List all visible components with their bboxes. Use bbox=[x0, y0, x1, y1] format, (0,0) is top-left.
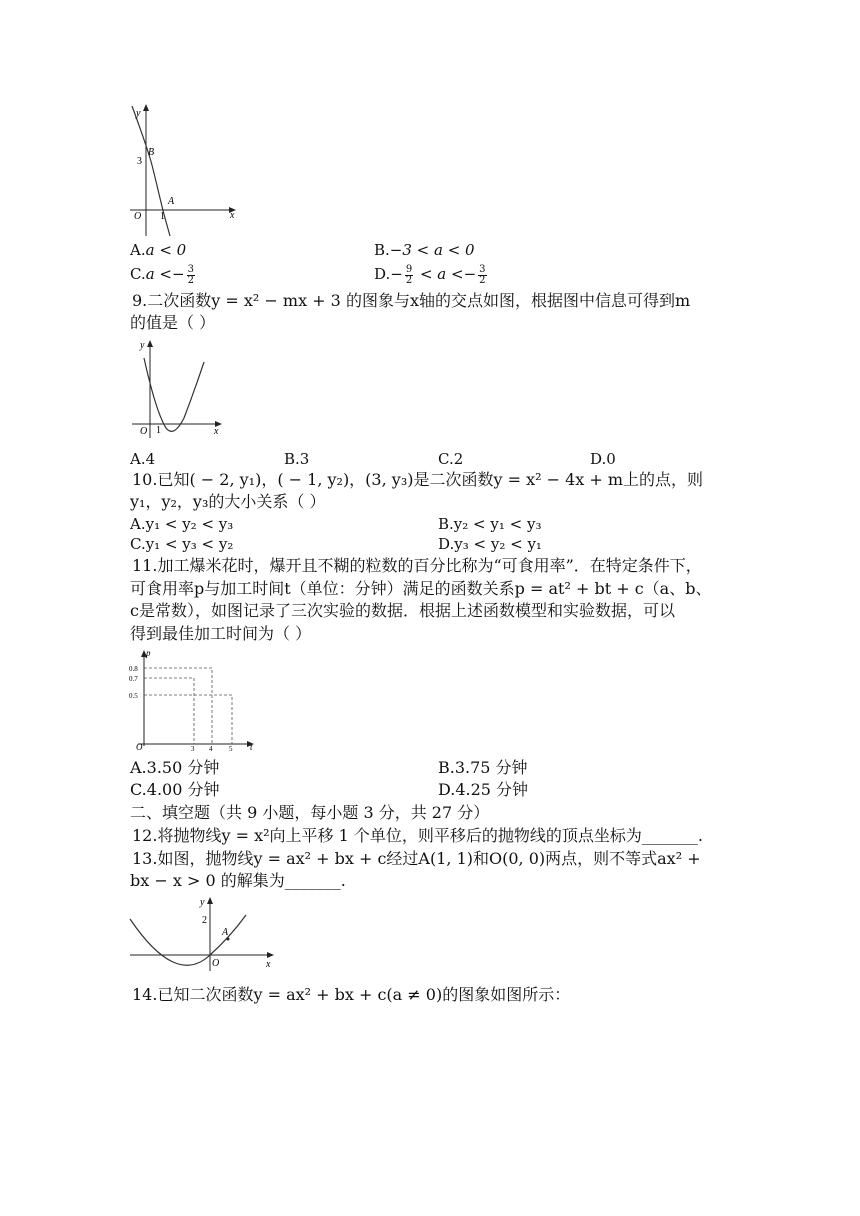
q11-stem-line4: 得到最佳加工时间为（ ） bbox=[130, 624, 312, 643]
q14-stem: 14.已知二次函数y = ax² + bx + c(a ≠ 0)的图象如图所示： bbox=[132, 985, 571, 1004]
q13-origin: O bbox=[212, 958, 220, 969]
q11-option-a[interactable]: A.3.50 分钟 bbox=[130, 758, 220, 777]
q11-x-tick-3: 3 bbox=[191, 745, 195, 752]
q8-option-d-mid: < a <− bbox=[415, 265, 477, 283]
q13-graph bbox=[126, 893, 276, 973]
q11-x-tick-5: 5 bbox=[229, 745, 233, 752]
q9-option-c[interactable]: C.2 bbox=[438, 450, 464, 468]
q11-x-tick-4: 4 bbox=[209, 745, 213, 752]
q11-origin: O bbox=[136, 742, 143, 752]
q8-option-d-fraction-1: $\frac{9}{2}$ bbox=[405, 263, 413, 286]
q9-stem-line2: 的值是（ ） bbox=[130, 313, 216, 332]
q10-option-c[interactable]: C.y₁ < y₃ < y₂ bbox=[130, 535, 234, 553]
q11-y-tick-0.8: 0.8 bbox=[129, 665, 138, 673]
q13-tick-y: 2 bbox=[202, 915, 207, 926]
q11-y-tick-0.5: 0.5 bbox=[129, 692, 138, 700]
q13-point-a: A bbox=[222, 927, 229, 938]
q8-tick-x: 1 bbox=[160, 211, 165, 222]
q9-x-label: x bbox=[214, 426, 219, 437]
q11-stem-line2: 可食用率p与加工时间t（单位：分钟）满足的函数关系p = at² + bt + c（a、b、 bbox=[130, 579, 712, 598]
q11-y-label: p bbox=[146, 648, 151, 658]
q13-stem-line2: bx − x > 0 的解集为_______. bbox=[130, 871, 346, 890]
q10-stem-line2: y₁，y₂，y₃的大小关系（ ） bbox=[130, 492, 326, 511]
q11-graph bbox=[128, 646, 258, 752]
q8-option-d-prefix: D.− bbox=[374, 265, 403, 283]
q11-option-b[interactable]: B.3.75 分钟 bbox=[438, 758, 528, 777]
q10-stem-line1: 10.已知( − 2, y₁)，( − 1, y₂)，(3, y₃)是二次函数y = x² − 4x + m上的点，则 bbox=[132, 470, 704, 489]
q9-stem-line1: 9.二次函数y = x² − mx + 3 的图象与x轴的交点如图，根据图中信息可得到m bbox=[132, 291, 691, 310]
q9-option-d[interactable]: D.0 bbox=[590, 450, 616, 468]
q11-option-d[interactable]: D.4.25 分钟 bbox=[438, 780, 529, 799]
q8-tick-y: 3 bbox=[137, 156, 142, 167]
q9-origin: O bbox=[140, 426, 148, 437]
q8-x-label: x bbox=[230, 210, 235, 221]
q10-option-a[interactable]: A.y₁ < y₂ < y₃ bbox=[130, 515, 234, 533]
q11-x-label: t bbox=[250, 742, 253, 752]
q11-y-tick-0.7: 0.7 bbox=[129, 675, 138, 683]
q8-option-d-fraction-2: $\frac{3}{2}$ bbox=[479, 263, 486, 286]
q8-option-c-fraction: $\frac{3}{2}$ bbox=[187, 263, 194, 286]
q13-x-label: x bbox=[266, 959, 271, 970]
q10-option-d[interactable]: D.y₃ < y₂ < y₁ bbox=[438, 535, 542, 553]
q10-option-b[interactable]: B.y₂ < y₁ < y₃ bbox=[438, 515, 542, 533]
q11-stem-line1: 11.加工爆米花时，爆开且不糊的粒数的百分比称为“可食用率”．在特定条件下， bbox=[132, 556, 702, 575]
q8-option-c-text: a <− bbox=[145, 265, 185, 283]
q8-y-label: y bbox=[136, 108, 141, 119]
q8-option-a-prefix: A. bbox=[130, 241, 146, 259]
q8-option-d[interactable] bbox=[374, 262, 489, 286]
q8-graph bbox=[124, 100, 240, 240]
section-2-heading: 二、填空题（共 9 小题，每小题 3 分，共 27 分） bbox=[130, 803, 490, 822]
q8-option-c[interactable] bbox=[130, 262, 197, 286]
q9-graph bbox=[128, 334, 224, 442]
q8-point-a: A bbox=[168, 196, 175, 207]
q8-option-b[interactable] bbox=[374, 240, 475, 260]
q13-stem-line1: 13.如图，抛物线y = ax² + bx + c经过A(1, 1)和O(0, 0)两点，则不等式ax² + bbox=[132, 849, 701, 868]
q13-y-label: y bbox=[200, 897, 205, 908]
q9-option-b[interactable]: B.3 bbox=[284, 450, 310, 468]
q9-y-label: y bbox=[140, 340, 145, 351]
q11-stem-line3: c是常数），如图记录了三次实验的数据．根据上述函数模型和实验数据，可以 bbox=[130, 601, 675, 620]
q8-origin: O bbox=[134, 211, 142, 222]
q9-tick-x: 1 bbox=[156, 425, 161, 436]
q8-option-b-prefix: B. bbox=[374, 241, 390, 259]
q8-option-a-text: a < 0 bbox=[145, 241, 187, 259]
q9-option-a[interactable]: A.4 bbox=[130, 450, 156, 468]
q11-option-c[interactable]: C.4.00 分钟 bbox=[130, 780, 220, 799]
q8-option-b-text: −3 < a < 0 bbox=[389, 241, 475, 259]
q8-option-c-prefix: C. bbox=[130, 265, 146, 283]
q8-option-a[interactable] bbox=[130, 240, 186, 260]
q8-point-b: B bbox=[148, 147, 155, 158]
q12-stem: 12.将抛物线y = x²向上平移 1 个单位，则平移后的抛物线的顶点坐标为_______. bbox=[132, 826, 703, 845]
